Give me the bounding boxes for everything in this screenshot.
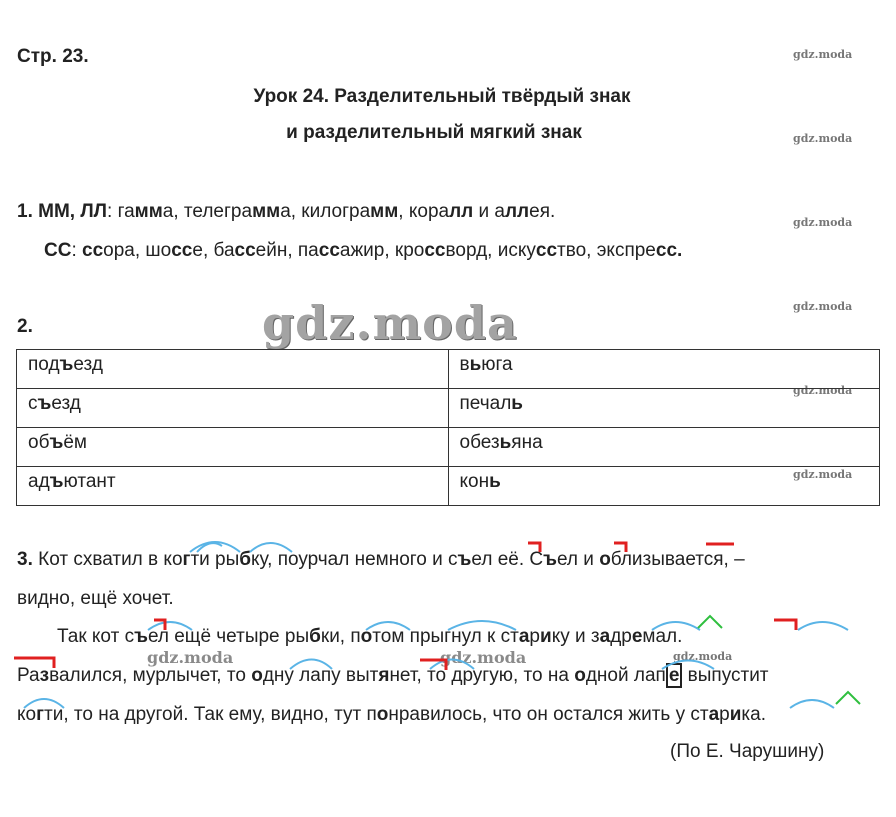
table-cell: адъютант bbox=[17, 467, 449, 506]
lesson-title: Урок 24. Разделительный твёрдый знак bbox=[253, 86, 631, 107]
table-row bbox=[17, 389, 880, 428]
words-table bbox=[16, 349, 880, 506]
exercise-3-line-3: Так кот съел ещё четыре рыбки, потом прыгнул к старику и задремал. bbox=[57, 626, 683, 647]
watermark: gdz.moda bbox=[793, 132, 853, 145]
table-row bbox=[17, 467, 880, 506]
exercise-3-line-5: когти, то на другой. Так ему, видно, тут понравилось, что он остался жить у старика. bbox=[17, 704, 766, 725]
exercise-1-line-1: 1. ММ, ЛЛ: гамма, телеграмма, килограмм, коралл и аллея. bbox=[17, 201, 556, 222]
table-cell: съезд bbox=[17, 389, 449, 428]
watermark: gdz.moda bbox=[673, 650, 733, 663]
watermark: gdz.moda bbox=[147, 648, 234, 667]
table-cell: конь bbox=[448, 467, 880, 506]
watermark: gdz.moda bbox=[793, 216, 853, 229]
lesson-subtitle: и разделительный мягкий знак bbox=[286, 122, 582, 143]
tick-mark bbox=[836, 692, 860, 704]
exercise-1-line-2: СС: ссора, шоссе, бассейн, пассажир, кроссворд, искусство, экспресс. bbox=[44, 240, 683, 261]
watermark: gdz.moda bbox=[793, 300, 853, 313]
table-cell: обезьяна bbox=[448, 428, 880, 467]
table-cell: печаль bbox=[448, 389, 880, 428]
text-source: (По Е. Чарушину) bbox=[670, 741, 825, 762]
page-number: Стр. 23. bbox=[17, 46, 89, 67]
table-row bbox=[17, 350, 880, 389]
exercise-3-line-1: 3. Кот схватил в когти рыбку, поурчал немного и съел её. Съел и облизывается, – bbox=[17, 549, 745, 570]
watermark: gdz.moda bbox=[440, 648, 527, 667]
table-row bbox=[17, 428, 880, 467]
table-cell: объём bbox=[17, 428, 449, 467]
watermark: gdz.moda bbox=[793, 468, 853, 481]
exercise-2-number: 2. bbox=[17, 316, 33, 337]
table-cell: подъезд bbox=[17, 350, 449, 389]
table-cell: вьюга bbox=[448, 350, 880, 389]
watermark-large: gdz.moda bbox=[262, 296, 518, 350]
watermark: gdz.moda bbox=[793, 48, 853, 61]
exercise-3-line-4: Развалился, мурлычет, то одну лапу вытянет, то другую, то на одной лап е выпустит bbox=[17, 665, 769, 686]
watermark: gdz.moda bbox=[793, 384, 853, 397]
exercise-3-line-2: видно, ещё хочет. bbox=[17, 588, 174, 609]
